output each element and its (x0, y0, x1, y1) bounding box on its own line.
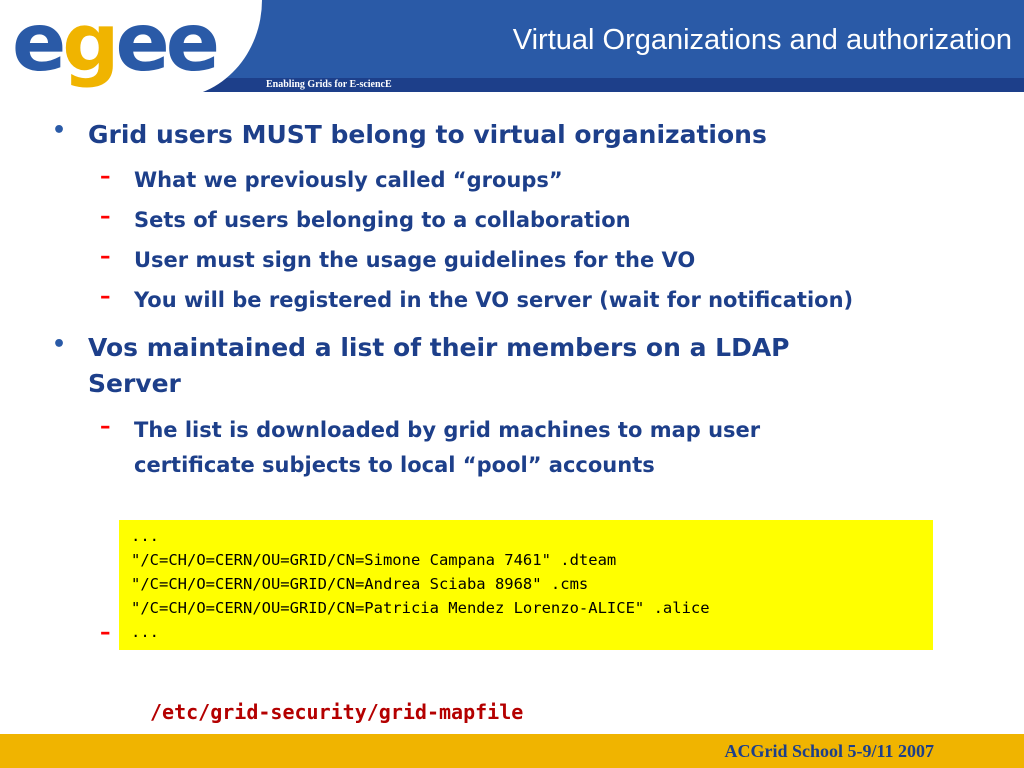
footer-text: ACGrid School 5-9/11 2007 (724, 741, 934, 761)
dash-icon: – (100, 284, 111, 308)
bullet-dot-icon: • (52, 332, 67, 357)
code-line: "/C=CH/O=CERN/OU=GRID/CN=Andrea Sciaba 8968" .cms (131, 575, 589, 593)
dash-icon: – (100, 204, 111, 228)
bullet-dot-icon: • (52, 118, 67, 143)
tagline: Enabling Grids for E-sciencE (266, 79, 392, 90)
egee-logo: egee (12, 0, 217, 89)
sub-bullet-line2: certificate subjects to local “pool” accounts (134, 453, 655, 477)
sub-bullet-line1: The list is downloaded by grid machines to map user (134, 418, 761, 442)
code-line: "/C=CH/O=CERN/OU=GRID/CN=Simone Campana 7461" .dteam (131, 551, 617, 569)
bullet-2-line2: Server (88, 369, 181, 398)
dash-icon: – (100, 620, 111, 644)
sub-bullet: What we previously called “groups” (134, 168, 563, 192)
sub-bullet: User must sign the usage guidelines for the VO (134, 248, 696, 272)
dash-icon: – (100, 164, 111, 188)
mapfile-path: /etc/grid-security/grid-mapfile (150, 700, 524, 724)
bullet-2-line1: Vos maintained a list of their members on a LDAP (88, 333, 790, 362)
slide-title: Virtual Organizations and authorization (512, 24, 1012, 56)
dash-icon: – (100, 244, 111, 268)
dash-icon: – (100, 414, 111, 438)
code-line: ... (131, 527, 159, 545)
code-line: "/C=CH/O=CERN/OU=GRID/CN=Patricia Mendez Lorenzo-ALICE" .alice (131, 599, 710, 617)
sub-bullet: You will be registered in the VO server (wait for notification) (134, 288, 854, 312)
grid-mapfile-excerpt (119, 520, 933, 650)
code-line: ... (131, 623, 159, 641)
bullet-1: Grid users MUST belong to virtual organizations (88, 120, 767, 149)
sub-bullet: Sets of users belonging to a collaboration (134, 208, 631, 232)
